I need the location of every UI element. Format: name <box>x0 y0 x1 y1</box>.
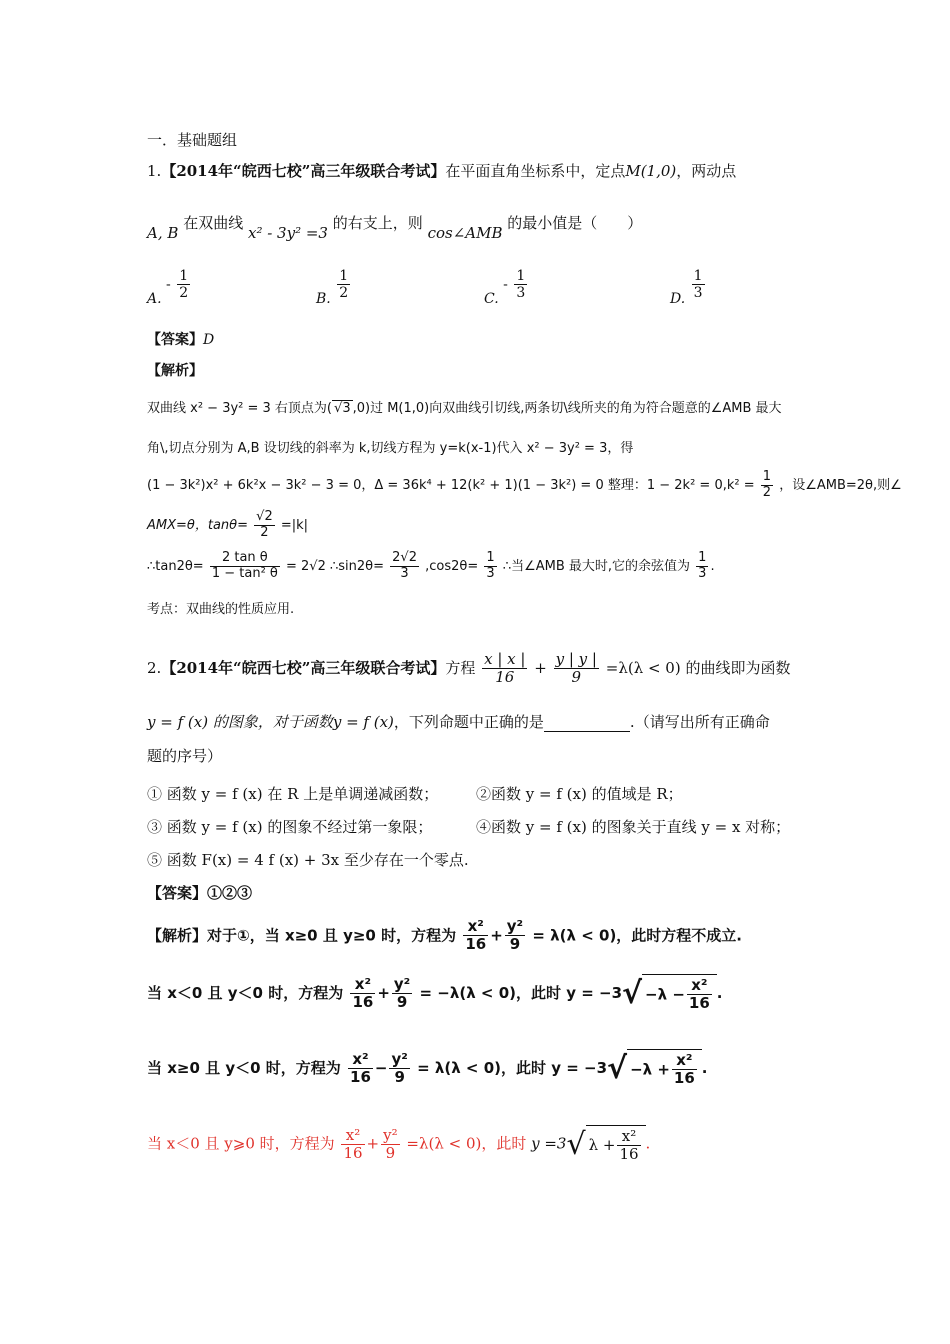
q1-stem-line-2: A, B 在双曲线 x² - 3y² =3 的右支上，则 cos∠AMB 的最小值是（ ） <box>147 214 643 242</box>
section-title: 一．基础题组 <box>147 131 238 149</box>
q2-number: 2. <box>147 658 162 677</box>
q1-option-a: A. - $\frac{1}{2}$ <box>147 268 189 307</box>
q1-option-c: C. - $\frac{1}{3}$ <box>484 268 526 307</box>
q1-hyperbola: x² - 3y² =3 <box>247 224 328 242</box>
q2-item-2: ②函数 y = f (x) 的值域是 R； <box>476 785 683 803</box>
q2-stem-line-2: y = f (x) 的图象，对于函数y = f (x)，下列命题中正确的是 .（请写出所有正确命 <box>147 713 770 731</box>
q1-stem-line-1: 1.【2014年“皖西七校”高三年级联合考试】在平面直角坐标系中，定点M(1,0)，两动点 <box>147 162 737 180</box>
q1-option-b: B. $\frac{1}{2}$ <box>316 268 349 307</box>
q1-analysis-line-2: 角\,切点分别为 A,B 设切线的斜率为 k,切线方程为 y=k(x-1)代入 x² − 3y² = 3，得 <box>147 441 634 456</box>
q2-analysis-line-2: 当 x＜0 且 y＜0 时，方程为 $\frac{\text{x²}}{16}$ + $\frac{\text{y²}}{9}$ = −λ(λ < 0)，此时 y = −3√ −λ − $\frac{\text{x²}}{16}$ . <box>147 974 723 1013</box>
fraction: $\frac{1}{3}$ <box>516 268 526 302</box>
fraction: $\frac{1}{2}$ <box>339 268 349 302</box>
fraction: $\frac{y | y |}{9}$ <box>555 650 597 687</box>
answer-blank <box>544 717 630 732</box>
fraction: $\frac{1}{2}$ <box>179 268 189 302</box>
q2-item-1: ① 函数 y = f (x) 在 R 上是单调递减函数； <box>147 785 439 803</box>
q2-analysis-line-4: 当 x＜0 且 y⩾0 时，方程为 $\frac{\text{x²}}{16}$ + $\frac{\text{y²}}{9}$ =λ(λ < 0)，此时 y =3√ λ + $\frac{\text{x²}}{16}$ . <box>147 1125 651 1164</box>
q1-number: 1. <box>147 162 162 180</box>
q1-answer: 【答案】D <box>147 332 215 348</box>
q1-analysis-line-5: ∴tan2θ= $\frac{\text{2 tan θ}}{\text{1 − tan² θ}}$ = 2√2 ∴sin2θ= $\frac{2√2}{3}$ ,cos2θ= $\frac{1}{3}$ ∴当∠AMB 最大时,它的余弦值为 $\frac{1}{3}$ . <box>147 550 715 581</box>
q2-analysis-line-3: 当 x≥0 且 y＜0 时，方程为 $\frac{\text{x²}}{16}$ − $\frac{\text{y²}}{9}$ = λ(λ < 0)，此时 y = −3√ −λ + $\frac{\text{x²}}{16}$ . <box>147 1049 708 1088</box>
q2-item-5: ⑤ 函数 F(x) = 4 f (x) + 3x 至少存在一个零点. <box>147 851 469 869</box>
fraction: $\frac{x | x |}{16}$ <box>484 650 526 687</box>
q2-answer: 【答案】①②③ <box>147 884 253 902</box>
q1-option-d: D. $\frac{1}{3}$ <box>670 268 703 307</box>
fraction: $\frac{1}{3}$ <box>693 268 703 302</box>
q1-analysis-line-1: 双曲线 x² − 3y² = 3 右顶点为(√ 3 ,0)过 M(1,0)向双曲线引切线,两条切\线所夹的角为符合题意的∠AMB 最大 <box>147 397 782 416</box>
q2-stem-line-3: 题的序号） <box>147 747 223 765</box>
q1-kaodian: 考点：双曲线的性质应用. <box>147 602 295 617</box>
q2-analysis-line-1: 【解析】对于①，当 x≥0 且 y≥0 时，方程为 $\frac{\text{x²}}{16}$ + $\frac{\text{y²}}{9}$ = λ(λ < 0)，此时方程不成立. <box>147 917 742 954</box>
q1-point-m: M(1,0) <box>625 162 677 180</box>
q1-analysis-line-4: AMX=θ，tanθ= $\frac{√2}{2}$ =|k| <box>147 509 309 540</box>
q1-analysis-line-3: (1 − 3k²)x² + 6k²x − 3k² − 3 = 0，Δ = 36k⁴ + 12(k² + 1)(1 − 3k²) = 0 整理：1 − 2k² = 0,k² = $\frac{1}{2}$ ，设∠AMB=2θ,则∠ <box>147 469 902 500</box>
q2-source: 【2014年“皖西七校”高三年级联合考试】 <box>161 658 446 677</box>
q2-item-3: ③ 函数 y = f (x) 的图象不经过第一象限； <box>147 818 433 836</box>
q1-analysis-label: 【解析】 <box>147 363 203 379</box>
q1-cos-expression: cos∠AMB <box>427 224 503 242</box>
q1-source: 【2014年“皖西七校”高三年级联合考试】 <box>161 162 446 180</box>
q2-stem-line-1: 2.【2014年“皖西七校”高三年级联合考试】方程 $\frac{x | x |}{16}$ + $\frac{y | y |}{9}$ =λ(λ < 0) 的曲线即为函数 <box>147 650 791 687</box>
q2-item-4: ④函数 y = f (x) 的图象关于直线 y = x 对称； <box>476 818 791 836</box>
